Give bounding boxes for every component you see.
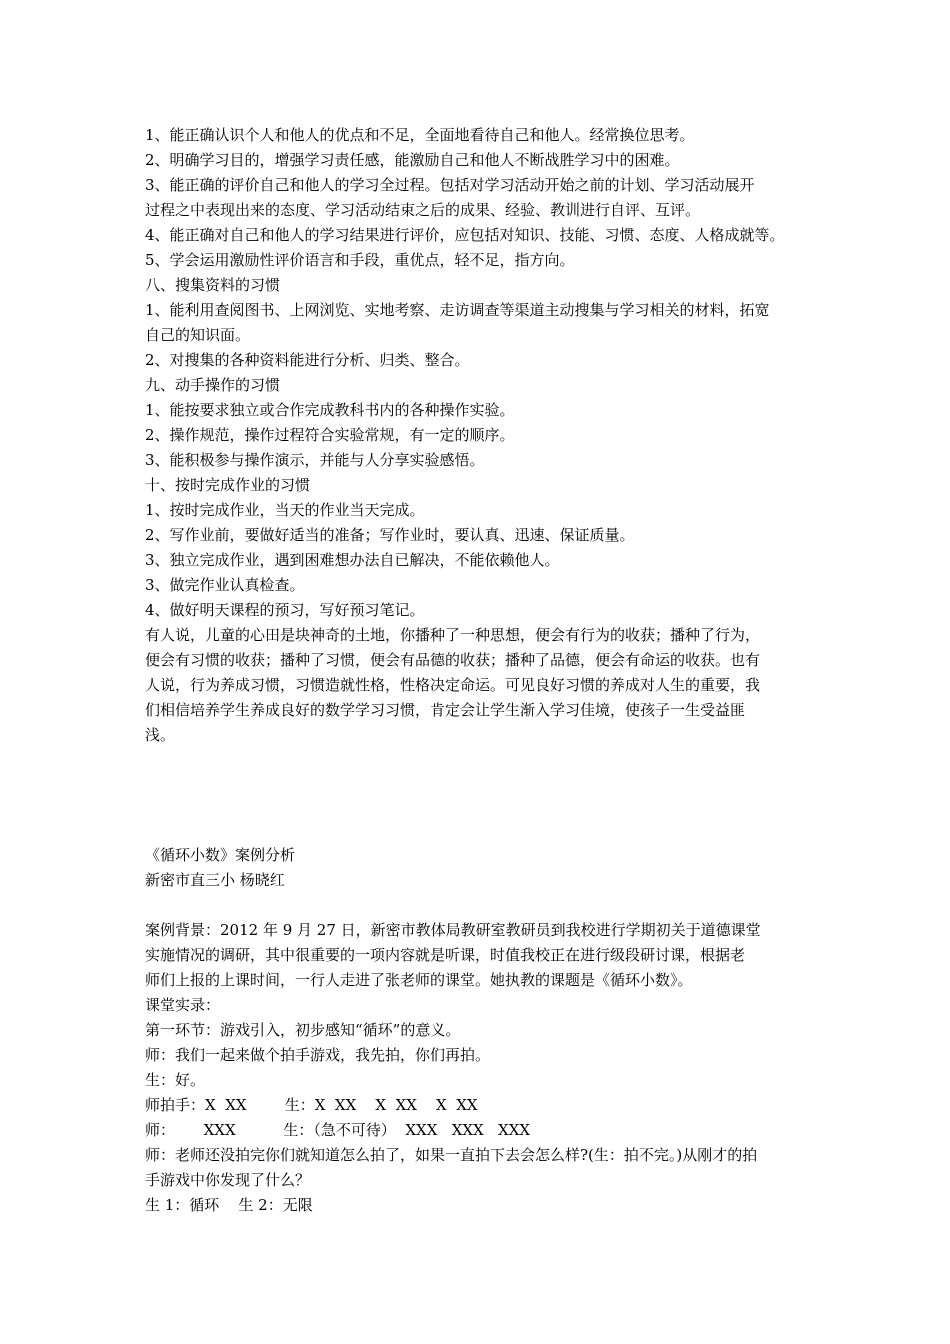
- paragraph-line: 们相信培养学生养成良好的数学学习习惯，肯定会让学生渐入学习佳境，使孩子一生受益匪: [145, 701, 746, 719]
- paragraph-line: 实施情况的调研，其中很重要的一项内容就是听课，时值我校正在进行级段研讨课，根据老: [145, 946, 746, 964]
- case-section: [145, 918, 815, 1218]
- paragraph-line: 师：老师还没拍完你们就知道怎么拍了，如果一直拍下去会怎么样?(生：拍不完。)从刚才的拍: [145, 1146, 758, 1164]
- paragraph-line: 4、做好明天课程的预习，写好预习笔记。: [145, 601, 425, 619]
- section-heading: 十、按时完成作业的习惯: [145, 476, 311, 494]
- paragraph-line: 师拍手：X XX 生：X XX X XX X XX: [145, 1096, 478, 1114]
- paragraph-line: 1、能按要求独立或合作完成教科书内的各种操作实验。: [145, 401, 515, 419]
- paragraph-line: 师：我们一起来做个拍手游戏，我先拍，你们再拍。: [145, 1046, 491, 1064]
- paragraph-line: 案例背景：2012 年 9 月 27 日，新密市教体局教研室教研员到我校进行学期初关于道德课堂: [145, 921, 761, 939]
- habits-section: [145, 123, 815, 748]
- article-header: [145, 843, 815, 893]
- paragraph-line: 浅。: [145, 726, 176, 744]
- paragraph-line: 2、明确学习目的，增强学习责任感，能激励自己和他人不断战胜学习中的困难。: [145, 151, 680, 169]
- paragraph-line: 3、独立完成作业，遇到困难想办法自已解决，不能依赖他人。: [145, 551, 560, 569]
- paragraph-line: 5、学会运用激励性评价语言和手段，重优点，轻不足，指方向。: [145, 251, 575, 269]
- section-heading: 八、搜集资料的习惯: [145, 276, 281, 294]
- paragraph-line: 师们上报的上课时间，一行人走进了张老师的课堂。她执教的课题是《循环小数》。: [145, 971, 693, 989]
- paragraph-line: 手游戏中你发现了什么？: [145, 1171, 311, 1189]
- paragraph-line: 师： XXX 生：（急不可待） XXX XXX XXX: [145, 1121, 531, 1139]
- paragraph-line: 2、写作业前，要做好适当的准备；写作业时，要认真、迅速、保证质量。: [145, 526, 635, 544]
- paragraph-line: 3、做完作业认真检查。: [145, 576, 305, 594]
- paragraph-line: 有人说，儿童的心田是块神奇的土地，你播种了一种思想，便会有行为的收获；播种了行为，: [145, 626, 761, 644]
- paragraph-line: 2、操作规范，操作过程符合实验常规，有一定的顺序。: [145, 426, 515, 444]
- paragraph-line: 生 1：循环 生 2：无限: [145, 1196, 313, 1214]
- section-heading: 九、动手操作的习惯: [145, 376, 281, 394]
- paragraph-line: 过程之中表现出来的态度、学习活动结束之后的成果、经验、教训进行自评、互评。: [145, 201, 701, 219]
- paragraph-line: 3、能正确的评价自己和他人的学习全过程。包括对学习活动开始之前的计划、学习活动展开: [145, 176, 755, 194]
- paragraph-line: 3、能积极参与操作演示，并能与人分享实验感悟。: [145, 451, 485, 469]
- paragraph-line: 生：好。: [145, 1071, 206, 1089]
- paragraph-line: 人说，行为养成习惯，习惯造就性格，性格决定命运。可见良好习惯的养成对人生的重要，我: [145, 676, 761, 694]
- article-author: 新密市直三小 杨晓红: [145, 871, 285, 889]
- paragraph-line: 2、对搜集的各种资料能进行分析、归类、整合。: [145, 351, 470, 369]
- paragraph-line: 1、能利用查阅图书、上网浏览、实地考察、走访调查等渠道主动搜集与学习相关的材料，拓宽: [145, 301, 770, 319]
- article-title: 《循环小数》案例分析: [145, 846, 296, 864]
- paragraph-line: 1、按时完成作业，当天的作业当天完成。: [145, 501, 425, 519]
- paragraph-line: 4、能正确对自己和他人的学习结果进行评价，应包括对知识、技能、习惯、态度、人格成就等。: [145, 226, 785, 244]
- paragraph-line: 第一环节：游戏引入，初步感知“循环”的意义。: [145, 1021, 461, 1039]
- paragraph-line: 自己的知识面。: [145, 326, 251, 344]
- paragraph-line: 便会有习惯的收获；播种了习惯，便会有品德的收获；播种了品德，便会有命运的收获。也有: [145, 651, 761, 669]
- paragraph-line: 课堂实录：: [145, 996, 221, 1014]
- paragraph-line: 1、能正确认识个人和他人的优点和不足，全面地看待自己和他人。经常换位思考。: [145, 126, 695, 144]
